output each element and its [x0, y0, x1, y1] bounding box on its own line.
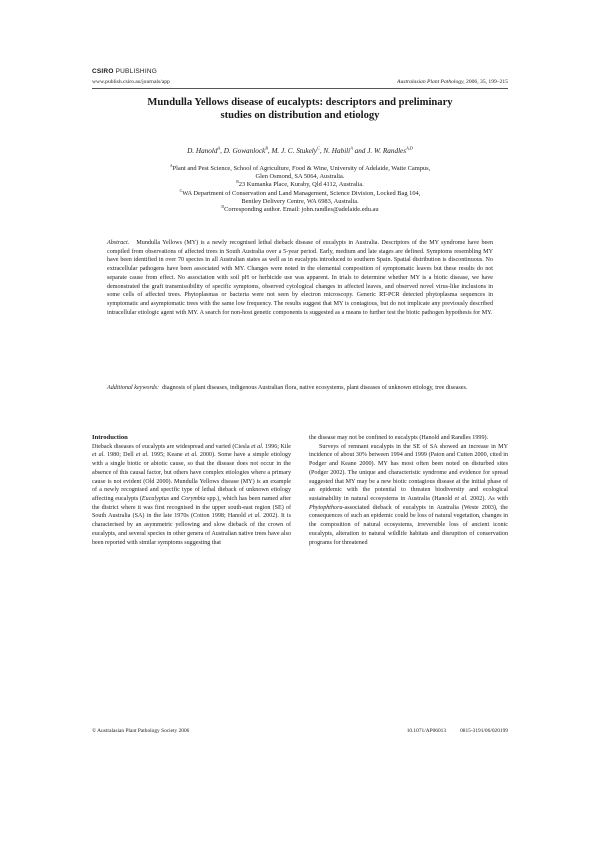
author-list [92, 147, 508, 155]
author-name: M. J. C. Stukely [271, 147, 317, 155]
italic-run: Eucalyptus [141, 496, 169, 503]
author-affiliation-mark: B [265, 145, 268, 151]
abstract-text: Mundulla Yellows (MY) is a newly recognised lethal dieback disease of eucalypts in Australia. Descriptors of the MY syndrome have been compiled from observations of affected trees in South Australia over a 5-year period. Early, medium and late stages are defined. Symptoms resembling MY have been identified in over 70 species in all Australian states as well as in eucalypts introduced to southern Spain. Spatial distribution is discontinuous. No extracellular pathogens have been associated with MY. Changes were noted in the elemental composition of symptomatic leaves but these results do not separate cause from effect. No association with soil pH or herbicide use was apparent. In trials to determine whether MY is a biotic disease, we have demonstrated the graft transmissibility of specific symptoms, observed cytological changes in affected leaves, and observed novel virus-like inclusions in some cells of affected trees. Phytoplasmas or bacteria were not seen by electron microscopy. Generic RT-PCR detected phytoplasma sequences in symptomatic and asymptomatic trees with the same low frequency. The results suggest that MY is contagious, but do not implicate any previously described intracellular etiologic agent with MY. A search for non-host genetic components is suggested as a means to further test the biotic pathogen hypothesis for MY. [107, 240, 494, 316]
affiliation-line: $^C$WA Department of Conservation and Land Management, Science Division, Locked Bag 104, [179, 188, 421, 197]
text-run: 1996; Kile [263, 443, 292, 450]
italic-run: Corymbia [181, 496, 206, 503]
body-column-right [309, 434, 508, 547]
text-run: Dieback diseases of eucalypts are widespread and varied (Ciesla [92, 443, 252, 450]
journal-url[interactable]: www.publish.csiro.au/journals/app [92, 79, 170, 85]
doi[interactable]: 10.1071/AP06013 [406, 728, 447, 734]
italic-run: et al. [135, 452, 149, 459]
copyright-notice: © Australasian Plant Pathology Society 2006 [92, 728, 190, 734]
body-column-left [92, 434, 291, 547]
italic-run: et al. [248, 513, 261, 520]
affiliation-line: Glen Osmond, SA 5064, Australia. [255, 173, 345, 181]
text-run: spp.), which has been named after the district where it was first recognised in the upper south-east region (SE) of South Australia (SA) in the late 1970s (Cotton 1998; Hanold [92, 496, 291, 520]
text-run: Surveys of remnant eucalypts in the SE of SA showed an increase in MY incidence of about 30% between 1994 and 1999 (Paton and Cutten 2000, cited in Podger and Keane 2000). MY has most often been noted on disturbed sites (Podger 2002). The unique and characteristic syndrome and evidence for spread suggested that MY may be a new biotic contagious disease at the initial phase of an epidemic with the potential to threaten biodiversity and ecological sustainability in natural ecosystems in Australia (Hanold [309, 443, 508, 503]
author-name: N. Habili [323, 147, 351, 155]
abstract [107, 239, 493, 317]
abstract-label: Abstract. [107, 240, 130, 246]
text-run: 2000). Some have a simple etiology with a single biotic or abiotic cause, so that the disease does not occur in the absence of this causal factor, but others have complex etiologies where a primary cause is not evident (Old 2000). Mundulla Yellows disease (MY) is an example of a newly recognised and specific type of lethal dieback of unknown etiology affecting eucalypts ( [92, 452, 291, 503]
affiliations [92, 165, 508, 214]
text-run: and [169, 496, 182, 503]
text-run: 1995; Keane [148, 452, 185, 459]
author-separator: , [220, 147, 224, 155]
header-rule [92, 88, 508, 89]
intro-paragraph-1 [92, 443, 291, 548]
author-separator: , [319, 147, 324, 155]
text-run: 2002). It is characterised by an asymmetric yellowing and slow dieback of the crown of eucalypts, and several species in other genera of Australian native trees have also been reported with similar symptoms suggesting that [92, 513, 291, 546]
text-run: 2002). As with [467, 496, 508, 503]
article-title: Mundulla Yellows disease of eucalypts: descriptors and preliminary studies on distribution and etiology [147, 97, 453, 121]
keywords-label: Additional keywords: [107, 385, 160, 391]
author-name: J. W. Randles [367, 147, 407, 155]
affiliation-line: $^B$23 Kumanka Place, Kuraby, Qld 4112, Australia. [236, 180, 364, 189]
italic-run: et al. [251, 443, 264, 450]
italic-run: Phytophthora [309, 504, 343, 511]
author-separator: and [352, 147, 368, 155]
keywords-text: diagnosis of plant diseases, indigenous Australian flora, native ecosystems, plant diseases of unknown etiology, tree diseases. [162, 385, 468, 391]
author-name: D. Hanold [187, 147, 218, 155]
text-run: -associated dieback of eucalypts in Australia (Weste 2003), the consequences of such an epidemic could be loss of natural vegetation, changes in the composition of natural ecosystems, irreversible loss of ancient iconic eucalypts, alteration to natural wildlife habitats and disruption of conservation programs for threatened [309, 504, 508, 546]
author-affiliation-mark: A,D [406, 145, 413, 151]
section-heading-introduction: Introduction [92, 434, 128, 441]
italic-run: et al. [454, 496, 468, 503]
affiliation-line: $^D$Corresponding author. Email: john.randles@adelaide.edu.au [221, 204, 379, 214]
italic-run: et al. [184, 452, 198, 459]
author-affiliation-mark: A [350, 145, 353, 151]
intro-paragraph-continued [309, 434, 508, 443]
publisher-name: CSIRO PUBLISHING [92, 68, 157, 75]
author-name: D. Gowanlock [223, 147, 266, 155]
author-affiliation-mark: C [316, 145, 320, 151]
text-run: the disease may not be confined to eucalypts (Hanold and Randles 1999). [309, 435, 489, 441]
text-run: 1980; Dell [104, 452, 136, 459]
italic-run: et al. [92, 452, 105, 459]
journal-citation: Australasian Plant Pathology, 2006, 35, 199–215 [397, 79, 508, 85]
keywords [107, 384, 493, 393]
affiliation-line: $^A$Plant and Pest Science, School of Agriculture, Food & Wine, University of Adelaide, Waite Campus, [169, 163, 431, 172]
issn: 0815-3191/06/020199 [460, 728, 508, 734]
affiliation-line: Bentley Delivery Centre, WA 6983, Australia. [241, 197, 359, 205]
footer-identifiers [393, 728, 508, 734]
author-affiliation-mark: A [217, 145, 221, 151]
author-separator: , [267, 147, 272, 155]
intro-paragraph-2 [309, 443, 508, 548]
